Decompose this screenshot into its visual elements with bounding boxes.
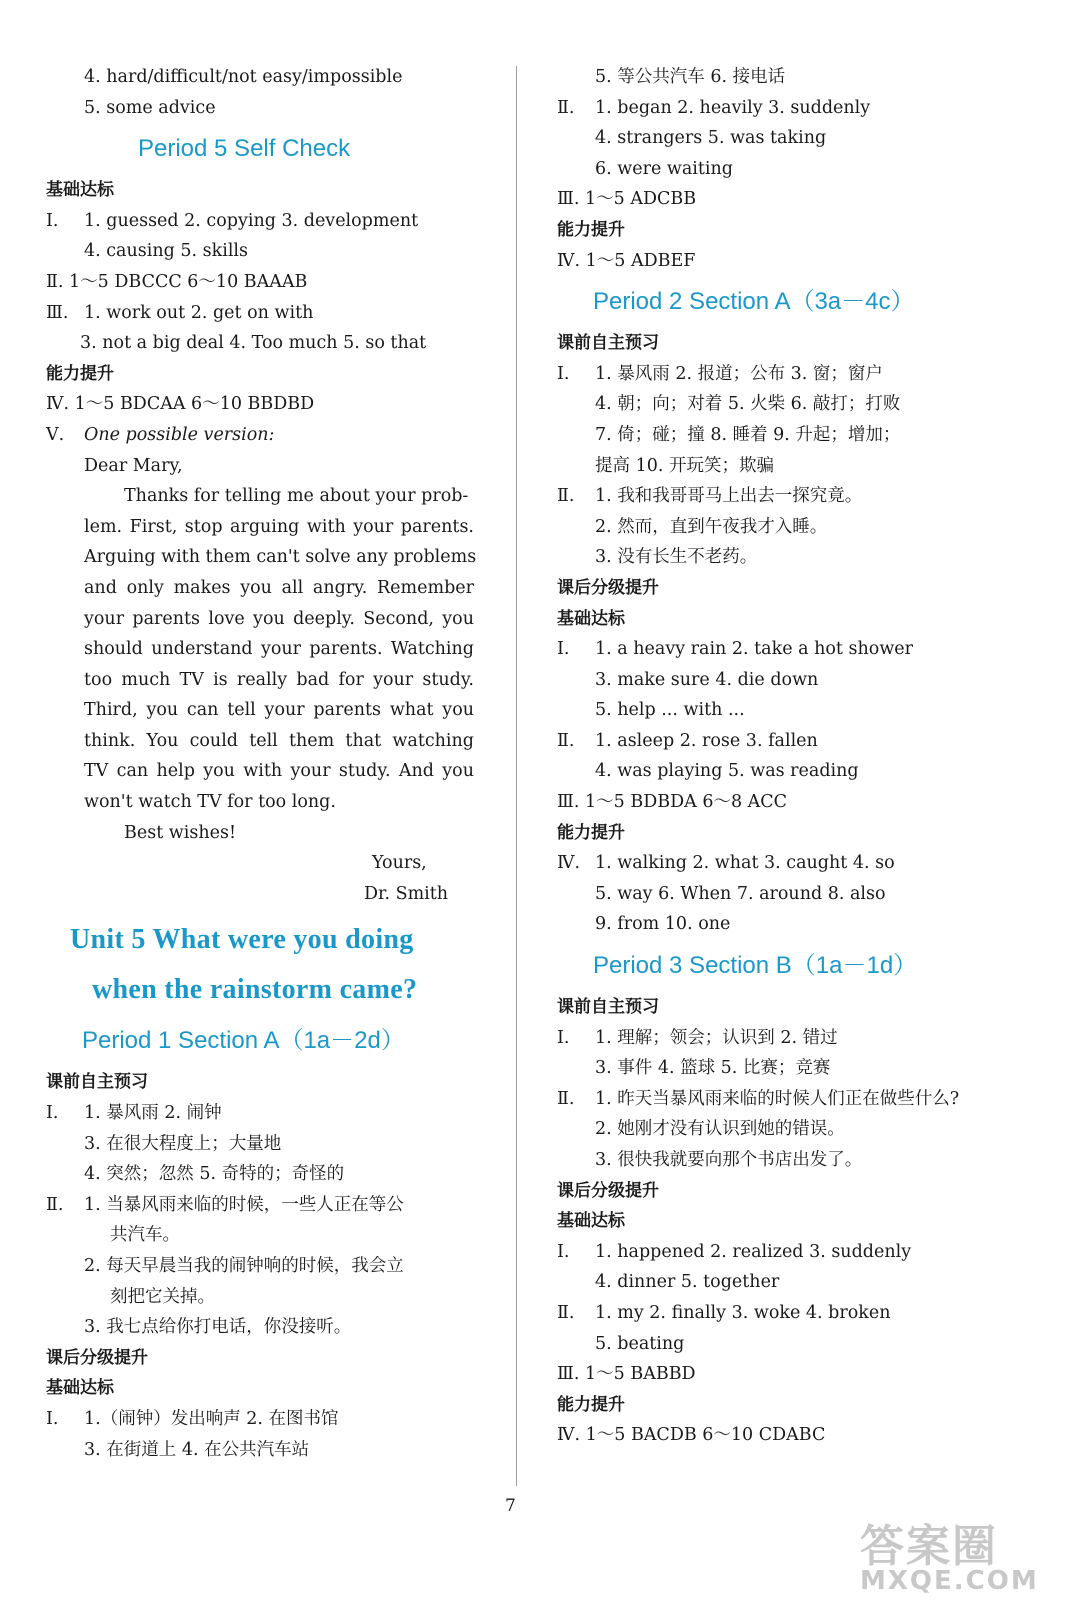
answer-line bbox=[557, 634, 997, 665]
letter-line: Thanks for telling me about your prob- bbox=[124, 486, 469, 507]
answer-text: 共汽车。 bbox=[110, 1225, 180, 1246]
answer-line bbox=[46, 267, 478, 298]
section-label-after: 课后分级提升 bbox=[557, 577, 659, 598]
answer-text: 3. make sure 4. die down bbox=[595, 669, 819, 690]
letter-signature: Dr. Smith bbox=[364, 883, 449, 904]
watermark-logo bbox=[860, 1510, 1039, 1596]
roman-numeral: Ⅰ. bbox=[46, 1103, 59, 1124]
answer-text: 5. way 6. When 7. around 8. also bbox=[595, 883, 886, 904]
roman-numeral: Ⅰ. bbox=[46, 210, 59, 231]
answer-line bbox=[557, 1359, 997, 1390]
answer-text: 3. 我七点给你打电话，你没接听。 bbox=[84, 1317, 352, 1338]
answer-text: Ⅳ. 1～5 BACDB 6～10 CDABC bbox=[557, 1425, 826, 1446]
letter-greeting bbox=[46, 451, 478, 482]
period-2-heading: Period 2 Section A（3a－4c） bbox=[593, 288, 915, 316]
answer-text: 2. 每天早晨当我的闹钟响的时候，我会立 bbox=[84, 1256, 404, 1276]
section-label-after: 课后分级提升 bbox=[557, 1180, 659, 1201]
section-label-after: 课后分级提升 bbox=[46, 1347, 148, 1368]
answer-text: 提高 10. 开玩笑；欺骗 bbox=[595, 455, 774, 476]
roman-numeral: Ⅰ. bbox=[557, 1241, 570, 1262]
answer-text: 1. 理解；领会；认识到 2. 错过 bbox=[595, 1027, 838, 1048]
answer-line bbox=[46, 1404, 478, 1435]
answer-line bbox=[46, 206, 478, 237]
answer-text: 4. 朝；向；对着 5. 火柴 6. 敲打；打败 bbox=[595, 394, 901, 415]
letter-line: won't watch TV for too long. bbox=[84, 792, 336, 813]
roman-numeral: Ⅲ. bbox=[46, 302, 69, 323]
letter-line: should understand your parents. Watching bbox=[84, 639, 474, 660]
answer-text: 7. 倚；碰；撞 8. 睡着 9. 升起；增加； bbox=[595, 424, 901, 445]
letter-line: too much TV is really bad for your study. bbox=[84, 669, 474, 690]
answer-text: 1. asleep 2. rose 3. fallen bbox=[595, 730, 818, 751]
answer-text: 2. 然而，直到午夜我才入睡。 bbox=[595, 516, 828, 537]
roman-numeral: Ⅴ. bbox=[46, 424, 65, 445]
answer-line bbox=[46, 93, 478, 124]
answer-text: 3. 没有长生不老药。 bbox=[595, 547, 758, 568]
answer-line bbox=[557, 1329, 997, 1360]
answer-text: 3. 很快我就要向那个书店出发了。 bbox=[595, 1150, 863, 1170]
answer-line bbox=[557, 512, 997, 543]
roman-numeral: Ⅱ. bbox=[557, 486, 575, 507]
answer-text: Ⅱ. 1～5 DBCCC 6～10 BAAAB bbox=[46, 271, 308, 292]
answer-line bbox=[557, 184, 997, 215]
section-label-basic: 基础达标 bbox=[46, 180, 114, 201]
version-heading: One possible version: bbox=[84, 424, 275, 445]
answer-line bbox=[46, 420, 478, 451]
answer-text: 1. walking 2. what 3. caught 4. so bbox=[595, 853, 895, 874]
answer-line bbox=[557, 787, 997, 818]
answer-line bbox=[557, 909, 997, 940]
answer-text: 1. 我和我哥哥马上出去一探究竟。 bbox=[595, 486, 863, 507]
answer-line bbox=[46, 298, 478, 329]
answer-line bbox=[557, 726, 997, 757]
answer-line bbox=[557, 154, 997, 185]
answer-text: Ⅲ. 1～5 ADCBB bbox=[557, 189, 697, 210]
roman-numeral: Ⅱ. bbox=[557, 730, 575, 751]
watermark-top: 答案圈 bbox=[860, 1521, 998, 1572]
answer-line bbox=[46, 62, 478, 93]
answer-line bbox=[46, 1190, 478, 1221]
answer-text: 2. 她刚才没有认识到她的错误。 bbox=[595, 1119, 845, 1140]
answer-text: 1. 当暴风雨来临的时候，一些人正在等公 bbox=[84, 1194, 404, 1215]
roman-numeral: Ⅱ. bbox=[557, 97, 575, 118]
answer-text: 1. 暴风雨 2. 报道；公布 3. 窗；窗户 bbox=[595, 363, 883, 384]
roman-numeral: Ⅰ. bbox=[557, 639, 570, 660]
answer-line bbox=[557, 1114, 997, 1145]
answer-line bbox=[46, 328, 478, 359]
answer-text: 1. my 2. finally 3. woke 4. broken bbox=[595, 1302, 891, 1323]
answer-line bbox=[557, 359, 997, 390]
answer-text: 1. happened 2. realized 3. suddenly bbox=[595, 1241, 912, 1262]
answer-text: 4. dinner 5. together bbox=[595, 1272, 780, 1293]
answer-line bbox=[46, 1220, 478, 1251]
left-column bbox=[46, 62, 478, 1465]
answer-line bbox=[557, 665, 997, 696]
roman-numeral: Ⅰ. bbox=[46, 1408, 59, 1429]
answer-text: 3. 在很大程度上；大量地 bbox=[84, 1133, 282, 1154]
answer-line bbox=[557, 1237, 997, 1268]
answer-text: Ⅲ. 1～5 BABBD bbox=[557, 1364, 696, 1385]
answer-line bbox=[557, 1084, 997, 1115]
section-label-ability: 能力提升 bbox=[557, 822, 625, 843]
answer-line bbox=[46, 1282, 478, 1313]
answer-line bbox=[557, 451, 997, 482]
answer-line bbox=[46, 1251, 478, 1282]
section-label-basic: 基础达标 bbox=[46, 1378, 114, 1399]
page-number: 7 bbox=[505, 1496, 516, 1516]
letter-line: and only makes you all angry. Remember bbox=[84, 577, 474, 598]
answer-line bbox=[557, 1145, 997, 1176]
answer-text: 6. were waiting bbox=[595, 158, 733, 179]
watermark-bottom: MXQE.COM bbox=[860, 1566, 1039, 1596]
answer-line bbox=[557, 1420, 997, 1451]
section-label-basic: 基础达标 bbox=[557, 608, 625, 629]
answer-line bbox=[557, 1053, 997, 1084]
answer-text: 5. help ... with ... bbox=[595, 700, 745, 721]
section-label-basic: 基础达标 bbox=[557, 1211, 625, 1232]
answer-line bbox=[557, 542, 997, 573]
answer-line bbox=[557, 756, 997, 787]
answer-text: 4. hard/difficult/not easy/impossible bbox=[84, 67, 403, 87]
answer-text: 1. began 2. heavily 3. suddenly bbox=[595, 97, 871, 118]
answer-text: 3. not a big deal 4. Too much 5. so that bbox=[80, 333, 427, 354]
answer-text: 1.（闹钟）发出响声 2. 在图书馆 bbox=[84, 1408, 339, 1429]
roman-numeral: Ⅳ. bbox=[557, 853, 581, 874]
answer-text: 4. 突然；忽然 5. 奇特的；奇怪的 bbox=[84, 1164, 345, 1185]
answer-text: Ⅳ. 1～5 BDCAA 6～10 BBDBD bbox=[46, 394, 315, 415]
section-label-ability: 能力提升 bbox=[557, 1394, 625, 1415]
answer-line bbox=[557, 420, 997, 451]
letter-line: think. You could tell them that watching bbox=[84, 730, 474, 751]
answer-line bbox=[557, 389, 997, 420]
answer-text: 1. work out 2. get on with bbox=[84, 302, 314, 323]
roman-numeral: Ⅱ. bbox=[46, 1194, 64, 1215]
answer-line bbox=[557, 62, 997, 93]
answer-line bbox=[557, 1023, 997, 1054]
answer-text: 4. was playing 5. was reading bbox=[595, 761, 859, 782]
answer-line bbox=[557, 246, 997, 277]
answer-text: Ⅲ. 1～5 BDBDA 6～8 ACC bbox=[557, 792, 788, 813]
answer-text: 4. strangers 5. was taking bbox=[595, 128, 827, 149]
section-label-preview: 课前自主预习 bbox=[557, 333, 659, 354]
greeting-text: Dear Mary, bbox=[84, 455, 183, 476]
answer-text: Ⅳ. 1～5 ADBEF bbox=[557, 250, 696, 271]
answer-line bbox=[557, 879, 997, 910]
roman-numeral: Ⅱ. bbox=[557, 1302, 575, 1323]
answer-line bbox=[557, 481, 997, 512]
period-5-heading: Period 5 Self Check bbox=[138, 135, 351, 163]
answer-text: 5. beating bbox=[595, 1333, 685, 1354]
section-label-preview: 课前自主预习 bbox=[557, 997, 659, 1018]
answer-text: 9. from 10. one bbox=[595, 914, 731, 935]
answer-text: 1. guessed 2. copying 3. development bbox=[84, 210, 419, 231]
period-3-heading: Period 3 Section B（1a－1d） bbox=[593, 952, 918, 980]
answer-text: 5. some advice bbox=[84, 97, 216, 118]
answer-line bbox=[46, 1312, 478, 1343]
answer-text: 3. 在街道上 4. 在公共汽车站 bbox=[84, 1439, 310, 1460]
answer-text: 1. 暴风雨 2. 闹钟 bbox=[84, 1103, 222, 1124]
answer-line bbox=[46, 1129, 478, 1160]
letter-yours: Yours, bbox=[372, 853, 427, 874]
answer-text: 5. 等公共汽车 6. 接电话 bbox=[595, 67, 786, 87]
answer-line bbox=[557, 123, 997, 154]
letter-closing: Best wishes! bbox=[124, 822, 236, 843]
answer-text: 刻把它关掉。 bbox=[110, 1286, 215, 1307]
right-column bbox=[557, 62, 997, 1451]
answer-line bbox=[46, 1435, 478, 1466]
answer-line bbox=[557, 695, 997, 726]
letter-line: Arguing with them can't solve any problems bbox=[84, 547, 477, 568]
section-label-preview: 课前自主预习 bbox=[46, 1072, 148, 1093]
answer-text: 4. causing 5. skills bbox=[84, 241, 248, 262]
answer-text: 3. 事件 4. 篮球 5. 比赛；竞赛 bbox=[595, 1058, 831, 1079]
answer-line bbox=[557, 1298, 997, 1329]
answer-line bbox=[46, 389, 478, 420]
roman-numeral: Ⅰ. bbox=[557, 363, 570, 384]
period-1-heading: Period 1 Section A（1a－2d） bbox=[82, 1027, 405, 1055]
unit-title-line-1: Unit 5 What were you doing bbox=[70, 924, 414, 956]
answer-line bbox=[46, 236, 478, 267]
unit-title-line-2: when the rainstorm came? bbox=[92, 974, 418, 1006]
letter-line: Third, you can tell your parents what you bbox=[84, 700, 474, 721]
letter-line: lem. First, stop arguing with your parents. bbox=[84, 516, 474, 537]
section-label-ability: 能力提升 bbox=[557, 219, 625, 240]
column-divider bbox=[516, 66, 517, 1486]
answer-line bbox=[557, 1267, 997, 1298]
roman-numeral: Ⅱ. bbox=[557, 1088, 575, 1109]
letter-line: your parents love you deeply. Second, you bbox=[84, 608, 474, 629]
answer-text: 1. a heavy rain 2. take a hot shower bbox=[595, 639, 914, 660]
answer-line bbox=[557, 93, 997, 124]
answer-line bbox=[46, 1159, 478, 1190]
roman-numeral: Ⅰ. bbox=[557, 1027, 570, 1048]
answer-line bbox=[46, 1098, 478, 1129]
answer-line bbox=[557, 848, 997, 879]
letter-line: TV can help you with your study. And you bbox=[84, 761, 474, 782]
section-label-ability: 能力提升 bbox=[46, 363, 114, 384]
answer-text: 1. 昨天当暴风雨来临的时候人们正在做些什么? bbox=[595, 1088, 960, 1109]
